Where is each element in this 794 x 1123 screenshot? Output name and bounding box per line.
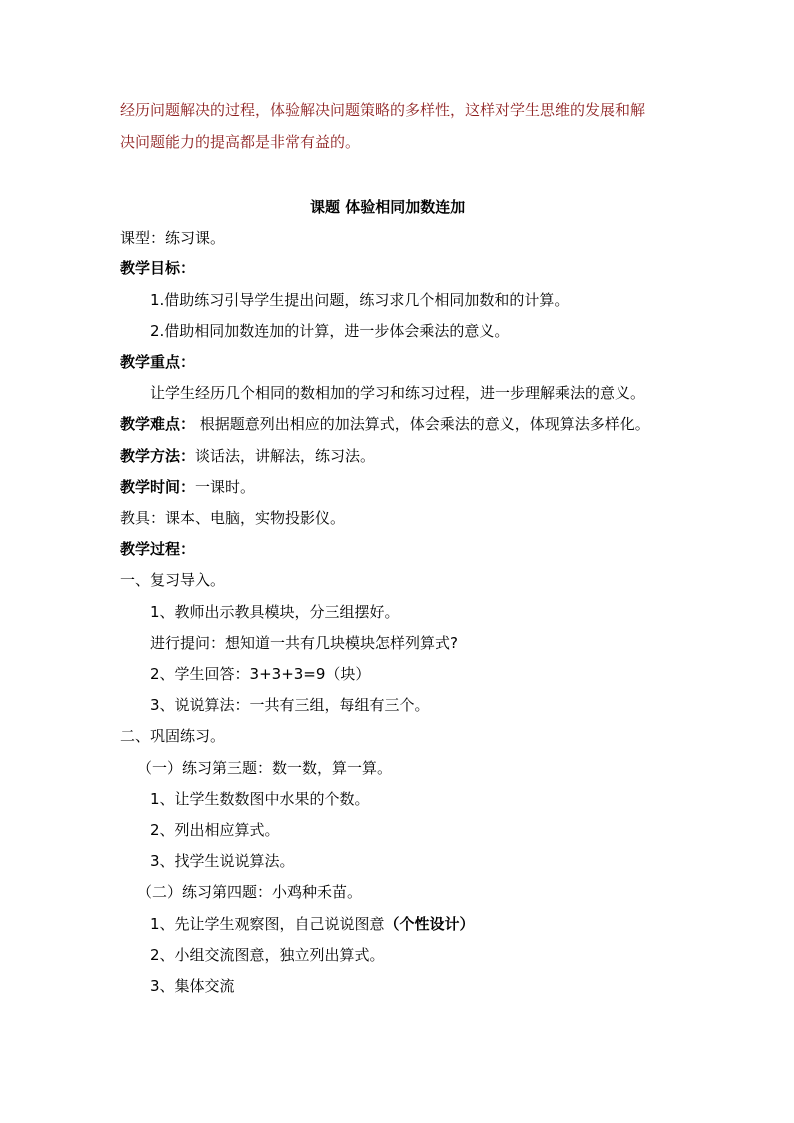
section-2-sub-2-item-1: 1、先让学生观察图，自己说说图意: [150, 915, 385, 933]
key-label: 教学重点：: [120, 353, 196, 371]
tools-text: 教具：课本、电脑，实物投影仪。: [120, 509, 346, 527]
time-text: 一课时。: [195, 478, 256, 496]
goal-2: 2.借助相同加数连加的计算，进一步体会乘法的意义。: [150, 322, 510, 340]
goal-1: 1.借助练习引导学生提出问题，练习求几个相同加数和的计算。: [150, 291, 570, 309]
section-2-sub-2-item-3: 3、集体交流: [150, 977, 235, 995]
method-row: [120, 446, 375, 466]
process-label: 教学过程：: [120, 540, 196, 558]
section-1-item-1: 1、教师出示教具模块，分三组摆好。: [150, 603, 400, 621]
method-text: 谈话法，讲解法，练习法。: [195, 447, 376, 465]
section-2-sub-1: （一）练习第三题：数一数，算一算。: [137, 759, 393, 777]
section-2-sub-1-item-1: 1、让学生数数图中水果的个数。: [150, 790, 370, 808]
time-row: [120, 477, 255, 497]
intro-line-1: 经历问题解决的过程，体验解决问题策略的多样性，这样对学生思维的发展和解: [120, 101, 646, 119]
section-1-item-3: 2、学生回答：3+3+3=9（块）: [150, 665, 371, 683]
personal-design-note: （个性设计）: [384, 915, 475, 933]
section-2-sub-1-item-2: 2、列出相应算式。: [150, 821, 280, 839]
section-2-sub-1-item-3: 3、找学生说说算法。: [150, 852, 295, 870]
section-2-sub-2-item-2: 2、小组交流图意，独立列出算式。: [150, 946, 385, 964]
section-1-item-4: 3、说说算法：一共有三组，每组有三个。: [150, 696, 430, 714]
lesson-title: 课题 体验相同加数连加: [310, 198, 466, 216]
difficulty-row: [120, 414, 650, 434]
difficulty-label: 教学难点：: [120, 415, 196, 433]
goals-label: 教学目标：: [120, 259, 196, 277]
section-1-heading: 一、复习导入。: [120, 571, 226, 589]
intro-line-2: 决问题能力的提高都是非常有益的。: [120, 133, 361, 151]
section-2-heading: 二、巩固练习。: [120, 727, 226, 745]
method-label: 教学方法：: [120, 447, 196, 465]
section-2-sub-2-item-1-row: [150, 914, 475, 934]
section-2-sub-2: （二）练习第四题：小鸡种禾苗。: [137, 883, 363, 901]
section-1-item-2: 进行提问：想知道一共有几块模块怎样列算式?: [150, 634, 458, 652]
key-text: 让学生经历几个相同的数相加的学习和练习过程，进一步理解乘法的意义。: [150, 384, 646, 402]
difficulty-text: 根据题意列出相应的加法算式，体会乘法的意义，体现算法多样化。: [199, 415, 650, 433]
time-label: 教学时间：: [120, 478, 196, 496]
course-type: 课型：练习课。: [120, 229, 226, 247]
